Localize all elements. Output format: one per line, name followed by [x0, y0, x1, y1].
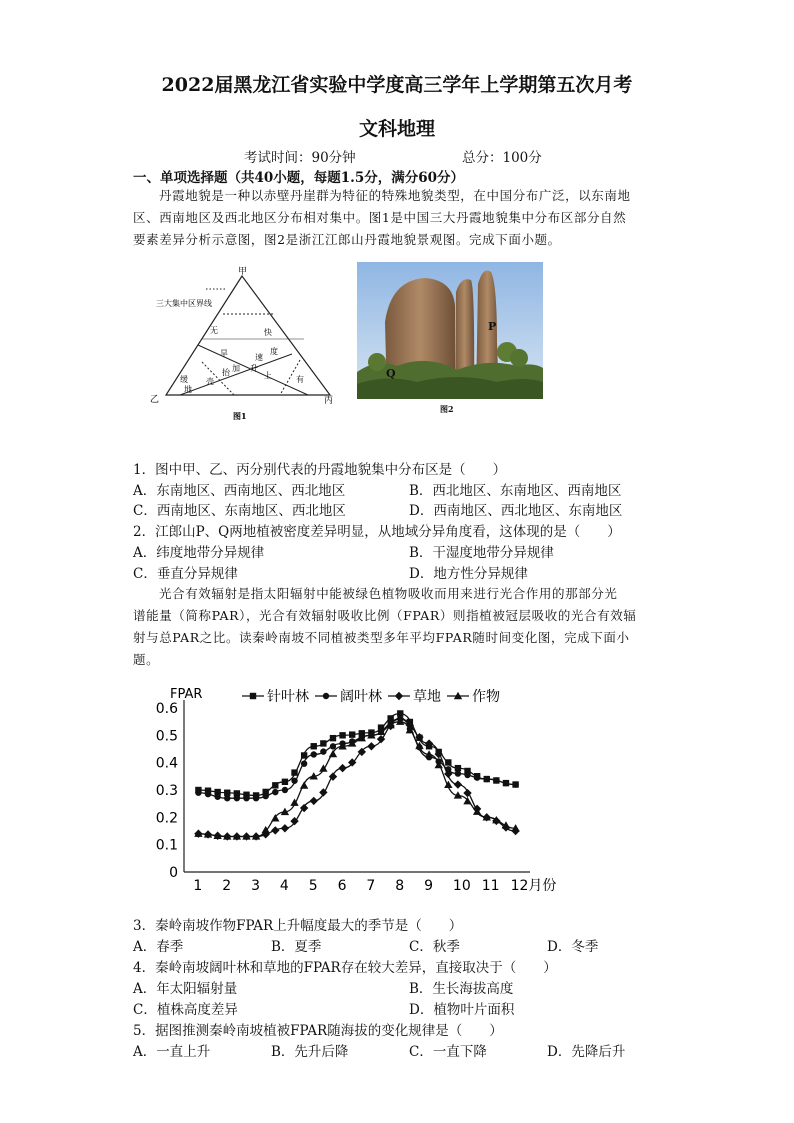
question3-option-d[interactable]: D．冬季: [547, 939, 599, 955]
diagram-word: 上: [264, 371, 272, 380]
data-point-草地: [338, 764, 346, 772]
legend-marker: [250, 693, 256, 699]
question2-stem: 2．江郎山P、Q两地植被密度差异明显，从地域分异角度看，这体现的是（ ）: [133, 524, 621, 540]
y-tick-label: 0.6: [155, 701, 178, 717]
question2-option-a[interactable]: A．纬度地带分异规律: [133, 545, 265, 561]
question1-option-c[interactable]: C．西南地区、东南地区、西北地区: [133, 503, 346, 519]
passage1-line: 区、西南地区及西北地区分布相对集中。图1是中国三大丹霞地貌集中分布区部分自然: [133, 210, 627, 225]
data-point-阔叶林: [512, 781, 518, 787]
data-point-阔叶林: [330, 743, 336, 749]
question1-stem: 1．图中甲、乙、丙分别代表的丹霞地貌集中分布区是（ ）: [133, 462, 507, 478]
data-point-阔叶林: [503, 780, 509, 786]
x-tick-label: 9: [424, 878, 434, 894]
x-tick-label: 8: [395, 878, 405, 894]
data-point-阔叶林: [455, 770, 461, 776]
x-tick-label: 2: [222, 878, 232, 894]
exam-time: 考试时间：90分钟: [244, 150, 356, 166]
section-heading: 一、单项选择题（共40小题，每题1.5分，满分60分）: [133, 170, 465, 186]
data-point-阔叶林: [464, 772, 470, 778]
diagram-word: 加: [232, 364, 240, 373]
data-point-针叶林: [339, 732, 345, 738]
legend-label: 草地: [413, 689, 441, 705]
question5-option-d[interactable]: D．先降后升: [547, 1044, 626, 1060]
x-tick-label: 1: [193, 878, 203, 894]
data-point-阔叶林: [262, 793, 268, 799]
data-point-草地: [454, 780, 462, 788]
passage1-line: 要素差异分析示意图，图2是浙江江郎山丹霞地貌景观图。完成下面小题。: [133, 232, 561, 247]
y-tick-label: 0.4: [155, 755, 178, 772]
question3-option-c[interactable]: C．秋季: [409, 939, 460, 955]
question2-option-b[interactable]: B．干湿度地带分异规律: [409, 545, 554, 561]
question4-option-d[interactable]: D．植物叶片面积: [409, 1002, 515, 1018]
legend-label: 三大集中区界线: [156, 299, 212, 308]
data-point-阔叶林: [243, 795, 249, 801]
diagram-word: 有: [296, 375, 304, 384]
exam-title: 2022届黑龙江省实验中学度高三学年上学期第五次月考: [161, 74, 633, 96]
diagram-word: 壳: [206, 377, 214, 386]
data-point-针叶林: [320, 740, 326, 746]
data-point-阔叶林: [291, 778, 297, 784]
legend-label: 作物: [472, 689, 500, 705]
question2-option-d[interactable]: D．地方性分异规律: [409, 566, 528, 582]
diagram-word: 无: [210, 326, 218, 335]
legend-label: 针叶林: [267, 689, 309, 705]
y-tick-label: 0: [169, 865, 178, 881]
y-tick-label: 0.3: [155, 783, 178, 799]
question5-option-c[interactable]: C．一直下降: [409, 1044, 487, 1060]
question5-option-b[interactable]: B．先升后降: [271, 1044, 349, 1060]
data-point-针叶林: [349, 731, 355, 737]
exam-subject: 文科地理: [358, 118, 435, 140]
data-point-阔叶林: [234, 795, 240, 801]
data-point-作物: [300, 781, 308, 788]
diagram-word: 缓: [180, 375, 188, 384]
data-point-阔叶林: [301, 760, 307, 766]
x-tick-label: 11: [481, 878, 500, 894]
question3-option-a[interactable]: A．春季: [133, 939, 184, 955]
data-point-草地: [444, 770, 452, 778]
passage2-line: 谱能量（简称PAR），光合有效辐射吸收比例（FPAR）则指植被冠层吸收的光合有效辐: [133, 608, 637, 623]
triangle-outline: [166, 276, 330, 395]
diagram-word: 旱: [220, 349, 228, 358]
y-tick-label: 0.2: [155, 810, 178, 827]
data-point-针叶林: [291, 769, 297, 775]
x-tick-label: 4: [279, 878, 289, 894]
data-point-草地: [281, 824, 289, 832]
total-score: 总分：100分: [462, 150, 542, 166]
diagram-word: 速: [255, 353, 263, 362]
question3-option-b[interactable]: B．夏季: [271, 939, 322, 955]
figure1-caption: 图1: [233, 411, 247, 421]
vertex-yi: 乙: [150, 395, 160, 405]
vertex-bing: 丙: [324, 396, 334, 406]
series-line-阔叶林: [198, 719, 515, 798]
question5-option-a[interactable]: A．一直上升: [133, 1044, 211, 1060]
y-tick-label: 0.1: [155, 837, 178, 854]
chart-series-group: [194, 710, 520, 840]
x-tick-label: 7: [366, 878, 376, 894]
x-tick-label: 5: [308, 878, 318, 894]
data-point-阔叶林: [253, 795, 259, 801]
y-tick-label: 0.5: [155, 728, 178, 745]
passage2-line: 射与总PAR之比。读秦岭南坡不同植被类型多年平均FPAR随时间变化图，完成下面小: [133, 630, 630, 645]
diagram-word: 地: [184, 385, 192, 394]
legend-marker: [395, 692, 403, 700]
passage2-line: 光合有效辐射是指太阳辐射中能被绿色植物吸收而用来进行光合作用的那部分光: [159, 586, 618, 601]
data-point-阔叶林: [272, 789, 278, 795]
x-tick-label: 12月份: [510, 878, 557, 894]
question4-option-b[interactable]: B．生长海拔高度: [409, 981, 514, 997]
question1-option-a[interactable]: A．东南地区、西南地区、西北地区: [133, 483, 346, 499]
series-line-针叶林: [198, 713, 515, 795]
data-point-阔叶林: [195, 790, 201, 796]
data-point-阔叶林: [205, 791, 211, 797]
data-point-阔叶林: [282, 787, 288, 793]
data-point-针叶林: [224, 790, 230, 796]
diagram-word: 升: [250, 364, 258, 373]
data-point-草地: [271, 826, 279, 834]
y-axis-title: FPAR: [170, 687, 203, 702]
data-point-针叶林: [272, 782, 278, 788]
diagram-word: 度: [270, 347, 278, 356]
x-tick-label: 6: [337, 878, 347, 894]
data-point-阔叶林: [214, 794, 220, 800]
data-point-针叶林: [455, 765, 461, 771]
question1-option-b[interactable]: B．西北地区、东南地区、西南地区: [409, 483, 622, 499]
question1-option-d[interactable]: D．西南地区、西北地区、东南地区: [409, 503, 623, 519]
passage1-line: 丹霞地貌是一种以赤壁丹崖群为特征的特殊地貌类型，在中国分布广泛，以东南地: [159, 188, 631, 203]
data-point-针叶林: [282, 779, 288, 785]
photo-label-q: Q: [386, 367, 396, 380]
data-point-阔叶林: [320, 748, 326, 754]
legend-label: 阔叶林: [340, 689, 382, 705]
diagram-line: [180, 354, 292, 395]
data-point-作物: [329, 750, 337, 757]
figure2-caption: 图2: [440, 404, 454, 414]
data-point-阔叶林: [474, 774, 480, 780]
data-point-阔叶林: [484, 776, 490, 782]
data-point-阔叶林: [311, 751, 317, 757]
data-point-作物: [271, 814, 279, 821]
diagram-word: 抬: [222, 368, 230, 377]
question2-option-c[interactable]: C．垂直分异规律: [133, 566, 238, 582]
figure2-danxia-photo: [357, 262, 543, 399]
data-point-针叶林: [445, 759, 451, 765]
x-tick-label: 3: [251, 878, 261, 894]
question4-stem: 4．秦岭南坡阔叶林和草地的FPAR存在较大差异，直接取决于（ ）: [133, 960, 557, 976]
data-point-草地: [367, 742, 375, 750]
question4-option-c[interactable]: C．植株高度差异: [133, 1002, 238, 1018]
passage2-line: 题。: [133, 652, 160, 667]
legend-marker: [323, 693, 329, 699]
fpar-line-chart: [150, 680, 557, 894]
vertex-jia: 甲: [238, 267, 248, 277]
chart-legend: [242, 688, 500, 705]
x-tick-label: 10: [452, 878, 471, 894]
data-point-针叶林: [311, 743, 317, 749]
data-point-草地: [310, 797, 318, 805]
diagram-word: 快: [264, 328, 272, 337]
question3-stem: 3．秦岭南坡作物FPAR上升幅度最大的季节是（ ）: [133, 918, 463, 934]
data-point-阔叶林: [493, 777, 499, 783]
data-point-阔叶林: [224, 795, 230, 801]
question4-option-a[interactable]: A．年太阳辐射量: [133, 981, 238, 997]
photo-label-p: P: [488, 320, 497, 333]
data-point-作物: [502, 821, 510, 828]
figure1-triangle-diagram: [140, 262, 340, 422]
data-point-针叶林: [330, 735, 336, 741]
question5-stem: 5．据图推测秦岭南坡植被FPAR随海拔的变化规律是（ ）: [133, 1023, 503, 1039]
